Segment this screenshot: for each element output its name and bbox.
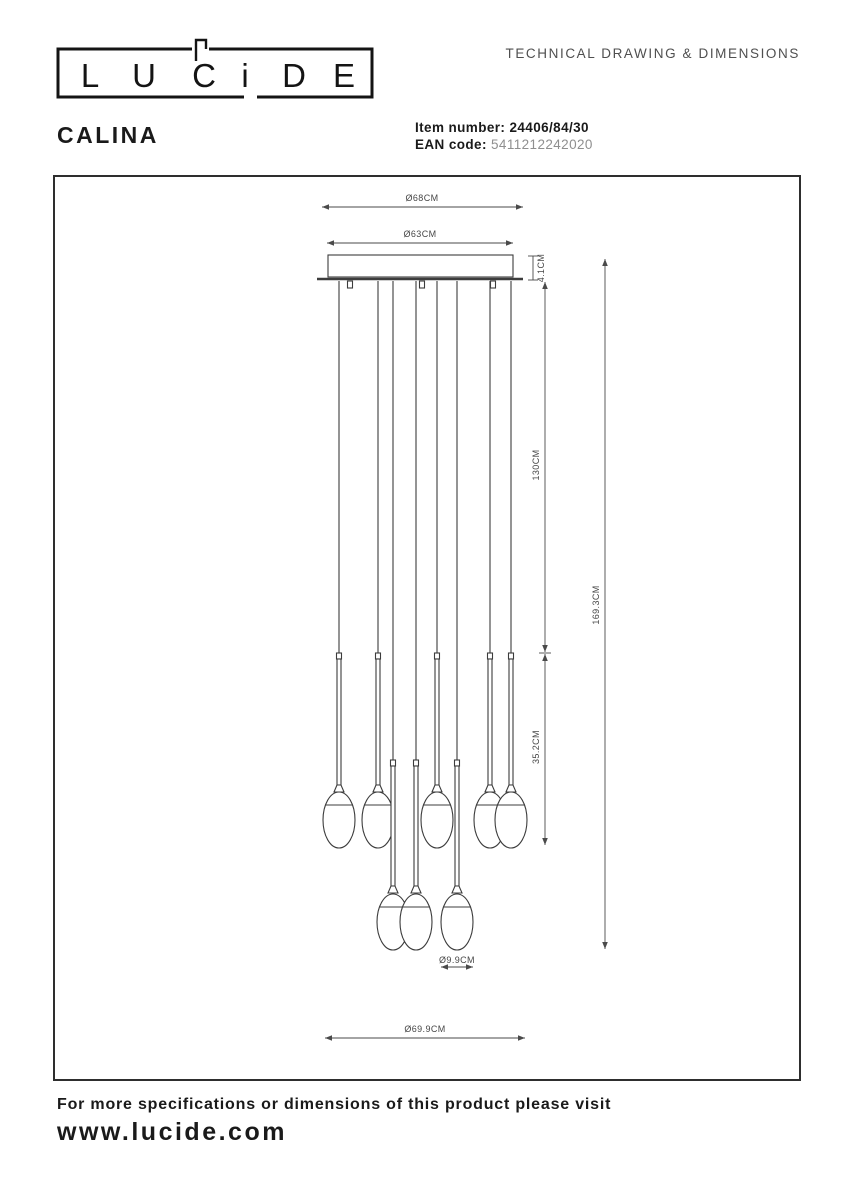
- dimension-cable-length: [531, 282, 545, 652]
- document-title: TECHNICAL DRAWING & DIMENSIONS: [505, 46, 800, 61]
- drawing-frame: [54, 176, 800, 1080]
- dimension-label: Ø69.9CM: [404, 1024, 446, 1034]
- pendant: [495, 281, 527, 848]
- dimension-bulb-diameter: [439, 955, 475, 967]
- dimension-canopy-inner: [327, 229, 513, 243]
- lucide-logo: [55, 34, 375, 106]
- product-identifiers: [415, 119, 593, 153]
- dimension-total-height: [591, 259, 605, 949]
- item-number-row: [415, 119, 593, 136]
- pendant: [474, 281, 506, 848]
- dimension-fixture-spread: [325, 1024, 525, 1038]
- logo-letter: i: [241, 57, 249, 94]
- logo-letter: C: [192, 57, 216, 94]
- pendant: [323, 281, 355, 848]
- footer-note: For more specifications or dimensions of this product please visit: [57, 1096, 612, 1113]
- dimension-label: 130CM: [531, 449, 541, 481]
- product-name: CALINA: [57, 122, 159, 148]
- pendant: [377, 281, 409, 950]
- technical-drawing: [53, 175, 801, 1081]
- ean-label: EAN code:: [415, 137, 487, 152]
- item-number-label: Item number:: [415, 120, 506, 135]
- logo-letter: E: [332, 57, 356, 94]
- pendant: [400, 281, 432, 950]
- cable-hooks: [348, 281, 496, 288]
- logo-letter: D: [282, 57, 306, 94]
- ean-row: [415, 136, 593, 153]
- dimension-pendant-length: [531, 653, 551, 845]
- pendant: [362, 281, 394, 848]
- website-link[interactable]: www.lucide.com: [57, 1118, 287, 1146]
- logo-letter: U: [132, 57, 156, 94]
- dimension-label: 35.2CM: [531, 730, 541, 764]
- dimension-label: Ø9.9CM: [439, 955, 475, 965]
- dimension-label: 4.1CM: [536, 253, 546, 283]
- item-number-value: 24406/84/30: [509, 120, 589, 135]
- dimension-label: 169.3CM: [591, 585, 601, 625]
- logo-letter: L: [80, 57, 100, 94]
- pendant: [441, 281, 473, 950]
- dimension-label: Ø63CM: [403, 229, 437, 239]
- canopy-body: [328, 255, 513, 277]
- pendant: [421, 281, 453, 848]
- dimension-label: Ø68CM: [405, 193, 439, 203]
- pendant-lamps: [323, 281, 527, 950]
- dimension-canopy-height: [528, 254, 546, 283]
- dimension-canopy-outer: [322, 193, 523, 207]
- logo-letters: [81, 57, 355, 94]
- ean-value: 5411212242020: [491, 137, 593, 152]
